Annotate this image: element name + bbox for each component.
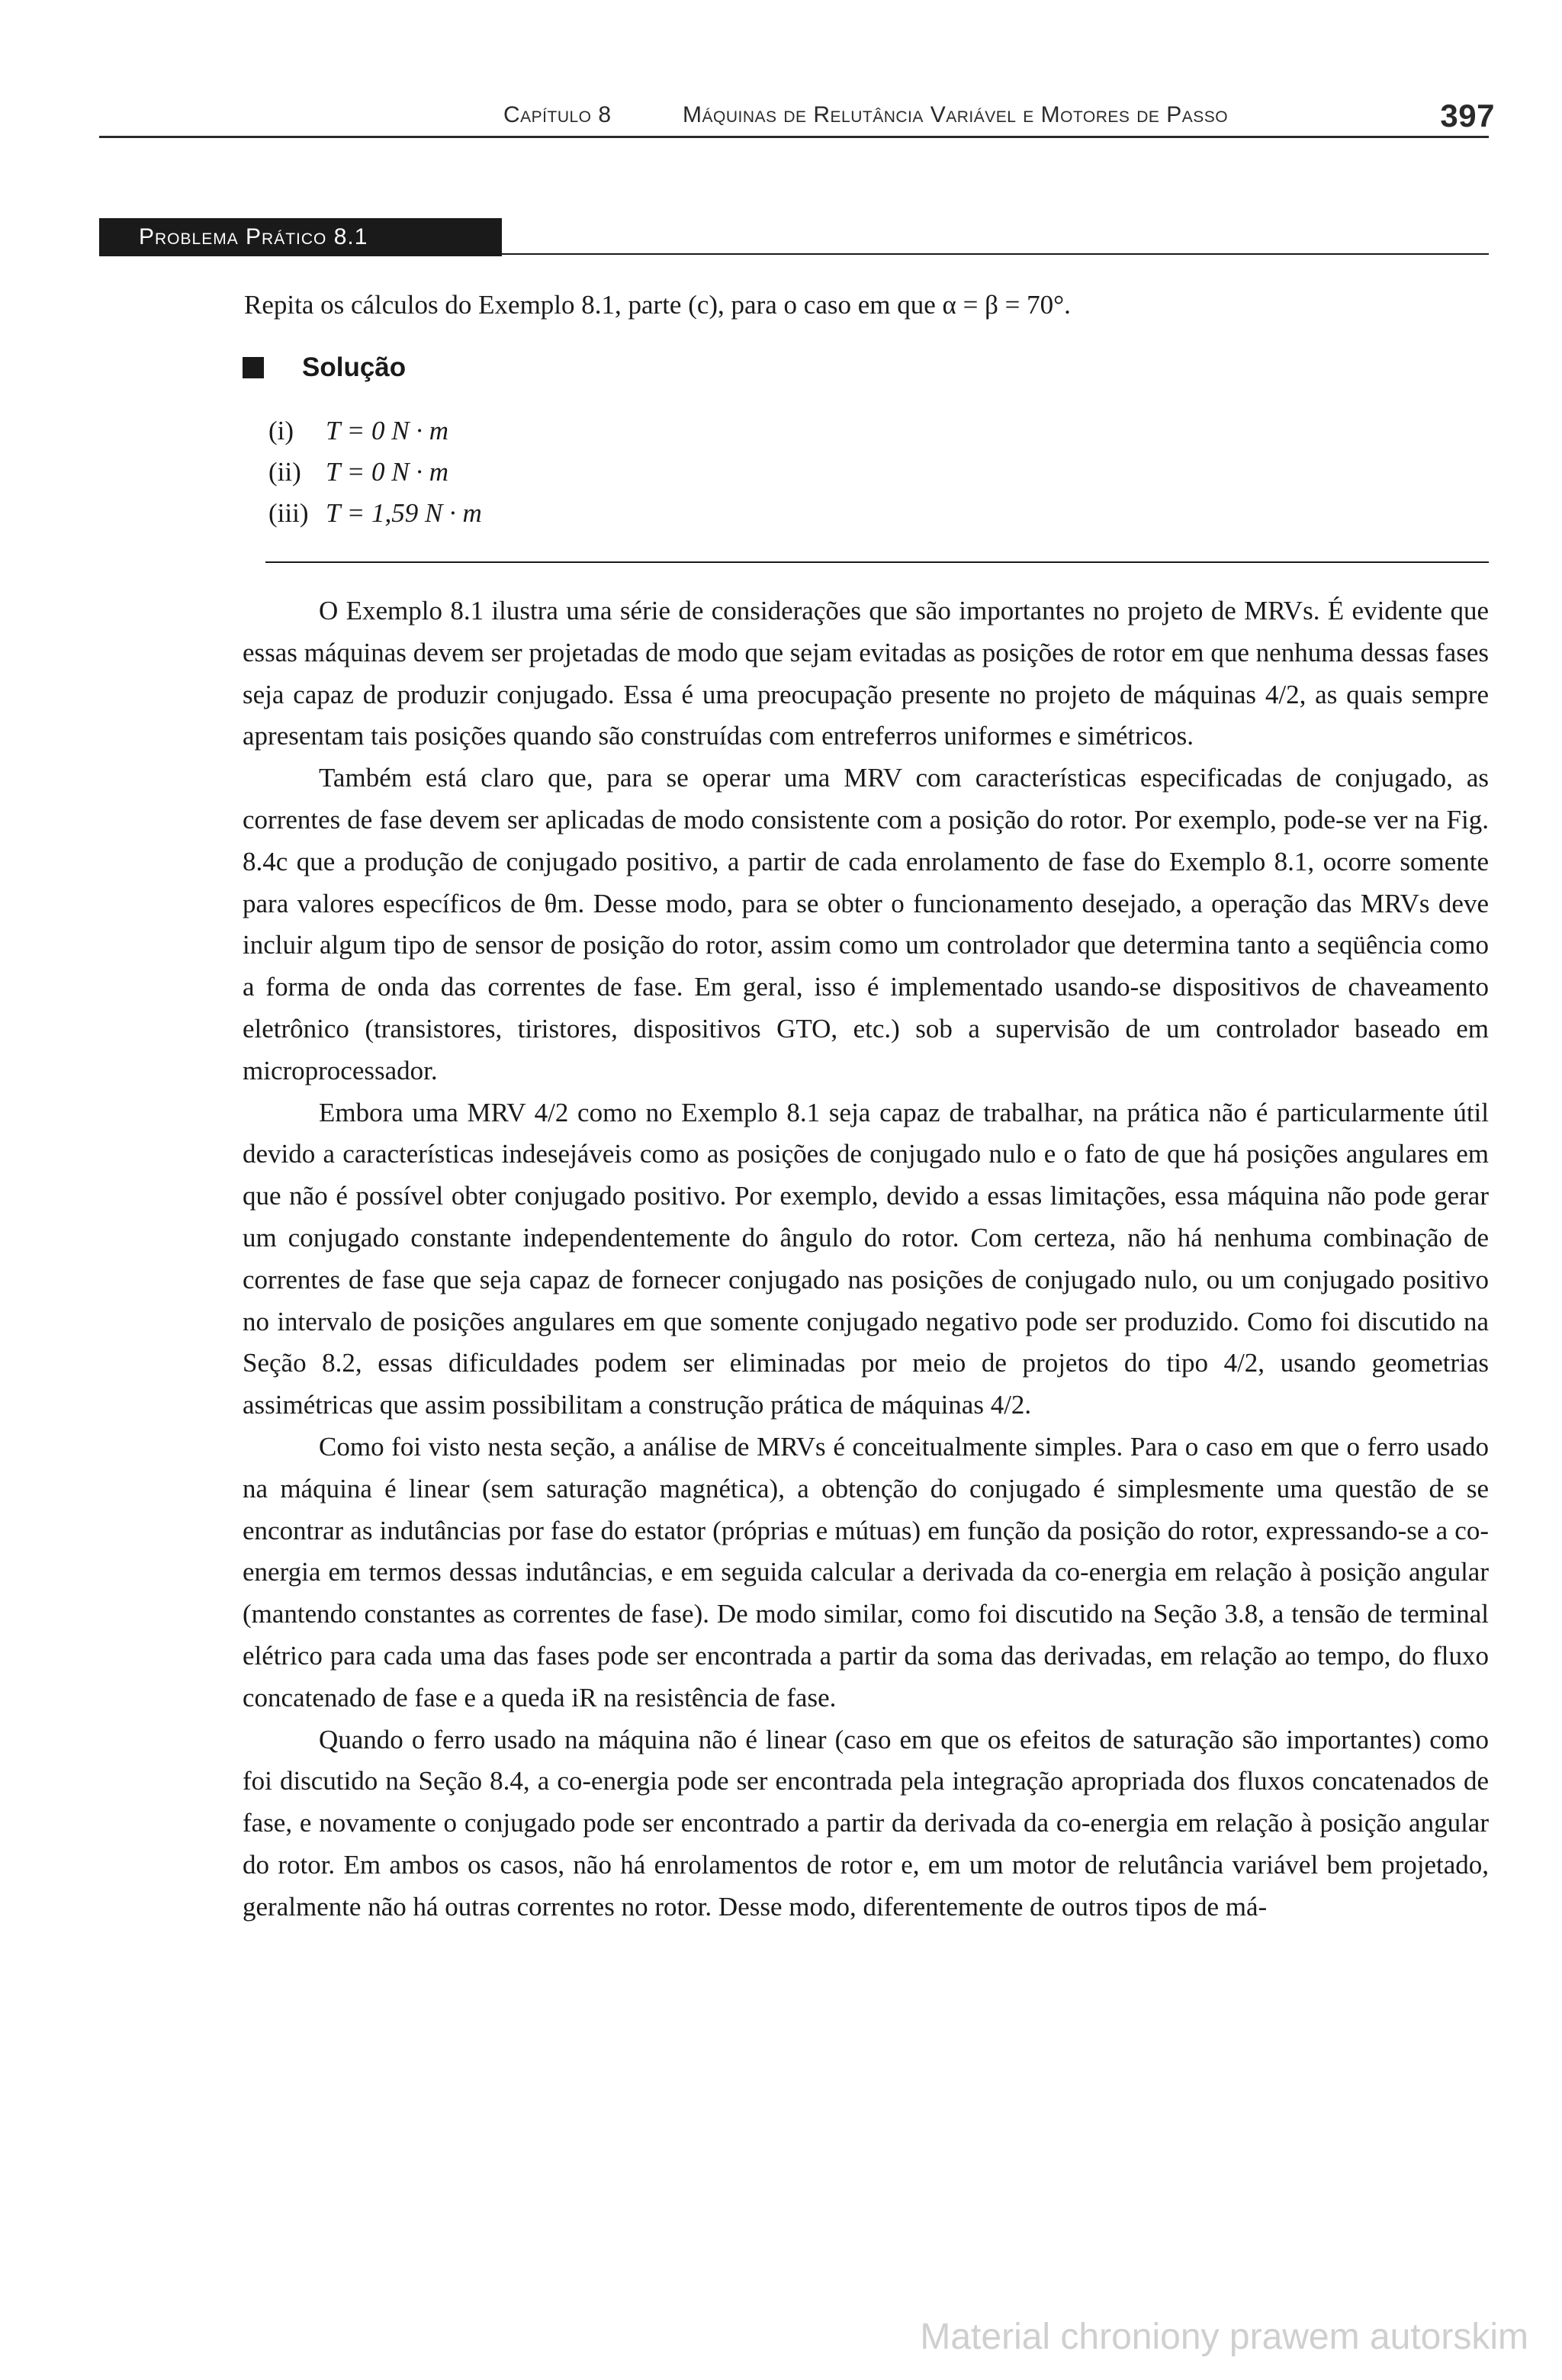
solution-item: [268, 410, 482, 452]
solution-item: [268, 452, 482, 493]
chapter-label: Capítulo 8: [503, 102, 612, 127]
problem-banner: Problema Prático 8.1: [99, 218, 502, 256]
solution-end-rule: [265, 561, 1489, 563]
problem-statement: Repita os cálculos do Exemplo 8.1, parte (c), para o caso em que α = β = 70°.: [244, 290, 1071, 320]
solution-heading-label: Solução: [302, 352, 407, 382]
solution-equation: T = 0 N · m: [326, 416, 449, 445]
solution-number: (iii): [268, 498, 309, 528]
body-text: [243, 590, 1489, 1928]
square-bullet-icon: [243, 357, 264, 378]
solution-equation: T = 0 N · m: [326, 457, 449, 487]
chapter-title: Máquinas de Relutância Variável e Motores de Passo: [683, 102, 1229, 127]
solution-number: (ii): [268, 457, 301, 487]
solution-heading: [243, 352, 406, 383]
body-paragraph: O Exemplo 8.1 ilustra uma série de considerações que são importantes no projeto de MRVs. É evidente que essas máquinas devem ser projetadas de modo que sejam evitadas as posições de rotor em que nenhuma dessas fases seja capaz de produzir conjugado. Essa é uma preocupação presente no projeto de máquinas 4/2, as quais sempre apresentam tais posições quando são construídas com entreferros uniformes e simétricos.: [243, 596, 1489, 751]
solution-list: [268, 410, 482, 534]
solution-item: [268, 493, 482, 534]
body-paragraph: Também está claro que, para se operar uma MRV com características especificadas de conjugado, as correntes de fase devem ser aplicadas de modo consistente com a posição do rotor. Por exemplo, pode-se ver na Fig. 8.4c que a produção de conjugado positivo, a partir de cada enrolamento de fase do Exemplo 8.1, ocorre somente para valores específicos de θm. Desse modo, para se obter o funcionamento desejado, a operação das MRVs deve incluir algum tipo de sensor de posição do rotor, assim como um controlador que determina tanto a seqüência como a forma de onda das correntes de fase. Em geral, isso é implementado usando-se dispositivos de chaveamento eletrônico (transistores, tiristores, dispositivos GTO, etc.) sob a supervisão de um controlador baseado em microprocessador.: [243, 763, 1489, 1085]
body-paragraph: Quando o ferro usado na máquina não é linear (caso em que os efeitos de saturação são importantes) como foi discutido na Seção 8.4, a co-energia pode ser encontrada pela integração apropriada dos fluxos concatenados de fase, e novamente o conjugado pode ser encontrado a partir da derivada da co-energia em relação à posição angular do rotor. Em ambos os casos, não há enrolamentos de rotor e, em um motor de relutância variável bem projetado, geralmente não há outras correntes no rotor. Desse modo, diferentemente de outros tipos de má-: [243, 1724, 1489, 1922]
solution-number: (i): [268, 416, 294, 445]
body-paragraph: Como foi visto nesta seção, a análise de MRVs é conceitualmente simples. Para o caso em que o ferro usado na máquina é linear (sem saturação magnética), a obtenção do conjugado é simplesmente uma questão de se encontrar as indutâncias por fase do estator (próprias e mútuas) em função da posição do rotor, expressando-se a co-energia em termos dessas indutâncias, e em seguida calcular a derivada da co-energia em relação à posição angular (mantendo constantes as correntes de fase). De modo similar, como foi discutido na Seção 3.8, a tensão de terminal elétrico para cada uma das fases pode ser encontrada a partir da soma das derivadas, em relação ao tempo, do fluxo concatenado de fase e a queda iR na resistência de fase.: [243, 1431, 1489, 1713]
body-paragraph: Embora uma MRV 4/2 como no Exemplo 8.1 seja capaz de trabalhar, na prática não é particularmente útil devido a características indesejáveis como as posições de conjugado nulo e o fato de que há posições angulares em que não é possível obter conjugado positivo. Por exemplo, devido a essas limitações, essa máquina não pode gerar um conjugado constante independentemente do ângulo do rotor. Com certeza, não há nenhuma combinação de correntes de fase que seja capaz de fornecer conjugado nas posições de conjugado nulo, ou um conjugado positivo no intervalo de posições angulares em que somente conjugado negativo pode ser produzido. Como foi discutido na Seção 8.2, essas dificuldades podem ser eliminadas por meio de projetos do tipo 4/2, usando geometrias assimétricas que assim possibilitam a construção prática de máquinas 4/2.: [243, 1097, 1489, 1420]
watermark: Material chroniony prawem autorskim: [920, 2317, 1528, 2357]
banner-rule: [502, 253, 1489, 255]
solution-equation: T = 1,59 N · m: [326, 498, 482, 528]
header-rule: [99, 136, 1489, 138]
page-number: 397: [1440, 98, 1495, 133]
